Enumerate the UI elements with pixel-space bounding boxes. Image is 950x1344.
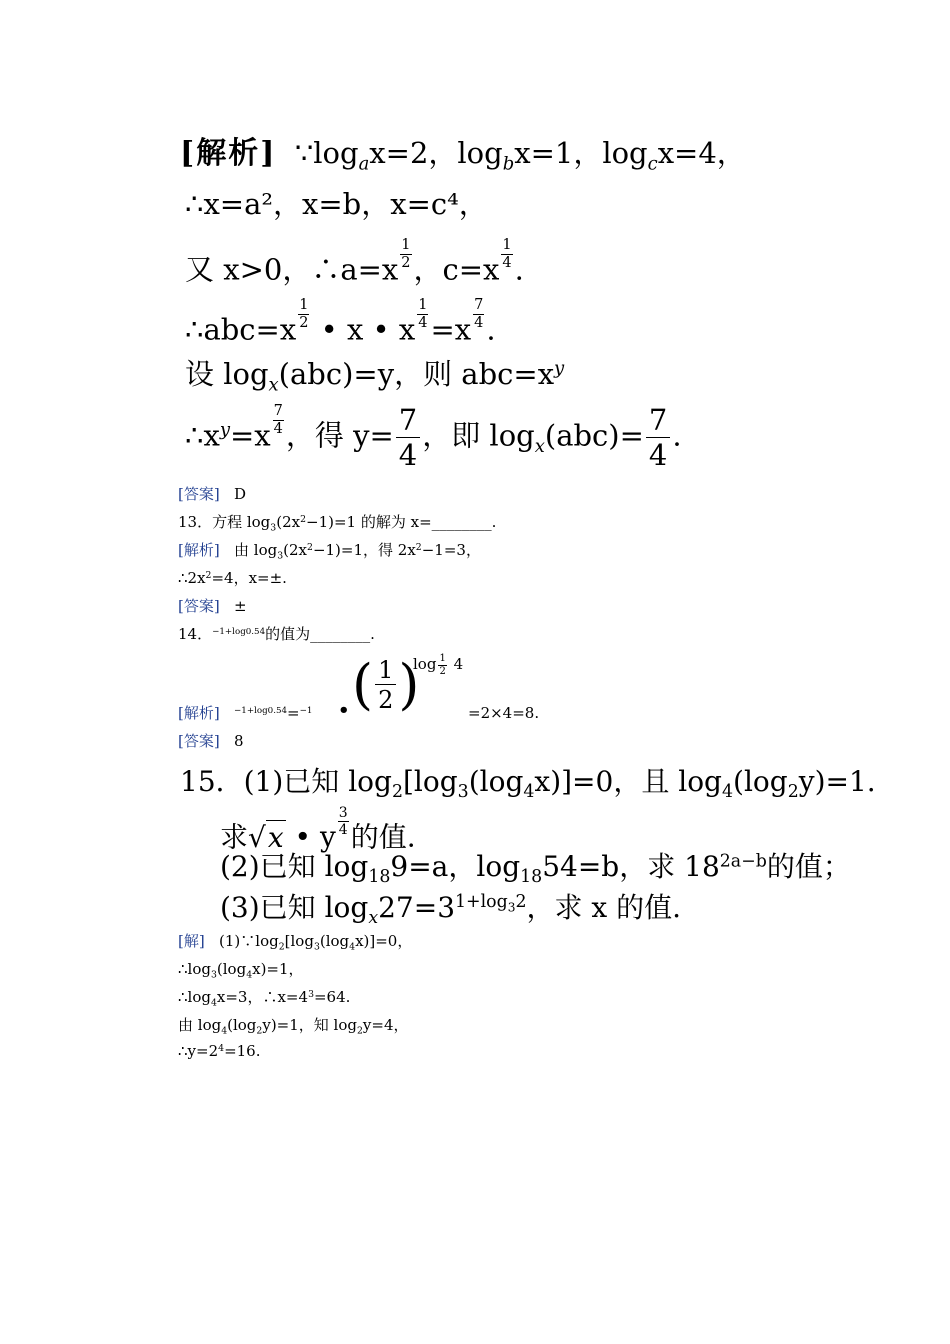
solution-tag: [解] <box>178 932 205 950</box>
solution-13-line2: $\therefore 2x^2=4$，x=±. <box>178 569 287 587</box>
answer-12: [答案] D <box>178 485 247 503</box>
solution-15-line2: $\therefore\log_3(\log_4x)=1$， <box>178 960 304 981</box>
answer-13: [答案] ± <box>178 597 247 615</box>
log-exponent: log $\frac{1}{2}$ 4 <box>413 653 464 677</box>
sol12-line4: ∴abc=x $\frac{1}{2}$ • x • x $\frac{1}{4}$ =x $\frac{7}{4}$ . <box>185 297 496 347</box>
question-13: 13．方程 $\log_3(2x^2-1)=1$ 的解为 x=________. <box>178 513 497 534</box>
solution-tag: [解析] <box>178 704 220 722</box>
question-15-line4: (3)已知 $\log_x27=3^{1+log_32}$，求 x 的值. <box>220 891 682 929</box>
solution-15-line4: 由 $\log_4(\log_2y)=1$，知 $\log_2y=4$， <box>178 1016 409 1037</box>
solution-15-line3: $\therefore\log_4x=3$，$\therefore x=4^3=64$. <box>178 988 351 1009</box>
question-15-line3: (2)已知 $\log_{18}9=a$，$\log_{18}54=b$，求 $18^{2a-b}$的值； <box>220 850 851 888</box>
solution-tag: [解析] <box>180 136 277 171</box>
question-14: 14．$^{-1+log0.54}$的值为________. <box>178 625 375 643</box>
sol12-line1: [解析] $\because\log_ax=2$，$\log_bx=1$，$\log_cx=4$， <box>180 136 746 175</box>
solution-15-line1: [解] $(1)\because\log_2[\log_3(\log_4x)]=0$， <box>178 932 413 953</box>
sol12-line2: ∴x=a²，x=b，x=c⁴， <box>185 187 488 221</box>
sol12-line6: $\therefore x^y=x$ $\frac{7}{4}$ ，得 y= $\frac{7}{4}$ ，即 $\log_x(abc)=$ $\frac{7}{4}$ . <box>185 402 682 472</box>
answer-tag: [答案] <box>178 597 220 615</box>
solution-tag: [解析] <box>178 541 220 559</box>
answer-14: [答案] 8 <box>178 732 244 750</box>
solution-15-line5: $\therefore y=2^4=16$. <box>178 1042 261 1060</box>
sol12-line5: 设 $\log_x(abc)=y$，则 $abc=x^y$ <box>185 357 565 396</box>
solution-14-result: =2×4=8. <box>468 704 540 722</box>
question-15-line2: 求√x • y $\frac{3}{4}$ 的值. <box>220 805 416 854</box>
multiply-dot: • <box>338 700 350 721</box>
solution-13-line1: [解析] 由 $\log_3(2x^2-1)=1$，得 $2x^2-1=3$， <box>178 541 481 562</box>
half-power-expression: ( $\frac{1}{2}$ ) <box>352 653 420 716</box>
solution-14-line: [解析] $^{-1+log0.54}$=$^{-1}$ <box>178 704 313 722</box>
answer-tag: [答案] <box>178 732 220 750</box>
question-15-line1: 15．(1)已知 $\log_2[\log_3(\log_4x)]=0$，且 $\log_4(\log_2y)=1$. <box>180 765 876 803</box>
answer-tag: [答案] <box>178 485 220 503</box>
sol12-line3: 又 x>0，∴a=x $\frac{1}{2}$ ，c=x $\frac{1}{4}$ . <box>185 237 524 287</box>
